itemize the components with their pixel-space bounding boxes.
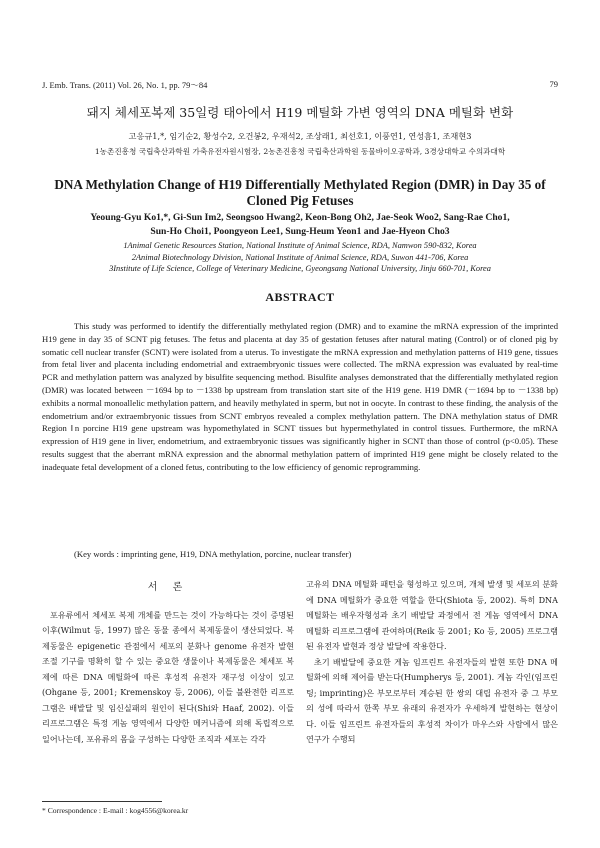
korean-title: 돼지 체세포복제 35일령 태아에서 H19 메틸화 가변 영역의 DNA 메틸화 변화 <box>86 105 514 120</box>
intro-paragraph-1-continued: 고유의 DNA 메틸화 패턴을 형성하고 있으며, 개체 발생 및 세포의 분화에 DNA 메틸화가 중요한 역할을 한다(Shiota 등, 2002). 특히 DNA 메틸화는 배우자형성과 초기 배발달 과정에서 전 게놈 영역에서 DNA 메틸화 리프로그램에 관여하며(Reik 등 2001; Ko 등, 2005) 프로그램된 유전자 발현과 정상 발달에 작용한다. <box>306 579 558 651</box>
journal-citation: J. Emb. Trans. (2011) Vol. 26, No. 1, pp. 79～84 <box>42 80 208 90</box>
english-authors-line1: Yeoung-Gyu Ko1,*, Gi-Sun Im2, Seongsoo Hwang2, Keon-Bong Oh2, Jae-Seok Woo2, Sang-Rae Cho1, <box>90 212 510 223</box>
intro-paragraph-1: 포유류에서 체세포 복제 개체를 만드는 것이 가능하다는 것이 증명된 이후(Wilmut 등, 1997) 많은 동물 종에서 복제동물이 생산되었다. 복제동물은 epigenetic 관점에서 세포의 분화나 genome 유전자 발현 조절 기구를 명확히 할 수 있는 중요한 생물이나 복제동물은 체세포 복제에 따른 DNA 메틸화에 따른 후성적 유전자 재구성 이상이 있고(Ohgane 등, 2001; Kremenskoy 등, 2006), 이들 불완전한 리프로그램은 배발달 및 임신실패의 원인이 된다(Shi와 Haaf, 2002). 이들 리프로그램은 특정 게놈 영역에서 다양한 메커니즘에 의해 독립적으로 일어나는데, 포유류의 몸을 구성하는 다양한 조직과 세포는 각각 <box>42 609 294 744</box>
correspondence-footnote: * Correspondence : E-mail : kog4556@korea.kr <box>42 806 189 815</box>
english-title: DNA Methylation Change of H19 Differentially Methylated Region (DMR) in Day 35 of Cloned Pig Fetuses <box>54 177 546 208</box>
affiliation-3: 3Institute of Life Science, College of Veterinary Medicine, Gyeongsang National University, Jinju 660-701, Korea <box>109 264 491 273</box>
abstract-text: This study was performed to identify the differentially methylated region (DMR) and to examine the mRNA expression of the imprinted H19 gene in day 35 of SCNT pig fetuses. The fetus and placenta at day 35 of gestation fetuses after natural mating (Control) or of cloned pig by somatic cell nuclear transfer (SCNT) were isolated from a uterus. To investigate the mRNA expression and methylation patterns of H19 gene, tissues from fetal liver and placenta including endometrial and extraembryonic tissues were collected. The mRNA expression was evaluated by real-time PCR and methylation pattern was analyzed by bisulfite sequencing method. Bisulfite analyses demonstrated that the differentially methylated region (DMR) was located between －1694 bp to －1338 bp upstream from translation start site of the H19 gene. H19 DMR (－1694 bp to －1338 bp) exhibits a normal monoallelic methylation pattern, and heavily methylated in sperm, but not in oocyte. In contrast to these finding, the analysis of the endometrium and/or extraembryonic tissues from SCNT embryos revealed a complex methylation pattern. The DNA methylation status of DMR Region Ⅰn porcine H19 gene upstream was hypomethylated in SCNT tissues but hypermethylated in control tissues. Furthermore, the mRNA expression of H19 gene in liver, endometrium, and extraembryonic tissues was significantly higher in SCNT than those of control (p<0.05). These results suggest that the aberrant mRNA expression and the abnormal methylation pattern of imprinted H19 gene might be closely related to the inadequate fetal development of a cloned fetus, contributing to the low efficiency of genomic reprogramming. <box>42 321 558 472</box>
intro-paragraph-2: 초기 배발달에 중요한 게놈 임프린트 유전자들의 발현 또한 DNA 메틸화에 의해 제어를 받는다(Humpherys 등, 2001). 게놈 각인(임프린팅; imprinting)은 부모로부터 계승된 한 쌍의 대립 유전자 중 그 부모의 성에 따라서 한쪽 부모 유래의 유전자가 우세하게 발현하는 현상이다. 이들 임프린트 유전자들의 후성적 차이가 마우스와 사람에서 많은 연구가 수행되 <box>306 656 558 744</box>
page-number: 79 <box>549 79 558 89</box>
abstract-heading: ABSTRACT <box>265 290 335 304</box>
affiliations <box>20 240 580 275</box>
korean-affiliation: 1농촌진흥청 국립축산과학원 가축유전자원시험장, 2농촌진흥청 국립축산과학원 동물바이오공학과, 3경상대학교 수의과대학 <box>94 147 506 156</box>
english-authors-line2: Sun-Ho Choi1, Poongyeon Lee1, Sung-Heum Yeon1 and Jae-Hyeon Cho3 <box>150 225 450 237</box>
right-column <box>306 577 558 748</box>
affiliation-2: 2Animal Biotechnology Division, National Institute of Animal Science, RDA, Suwon 441-706, Korea <box>131 252 469 262</box>
left-column <box>42 580 294 747</box>
affiliation-1: 1Animal Genetic Resources Station, National Institute of Animal Science, RDA, Namwon 590-832, Korea <box>123 241 477 250</box>
footnote-divider <box>42 801 162 802</box>
section-heading-introduction: 서 론 <box>147 582 189 593</box>
korean-authors: 고응규1,*, 임기순2, 황성수2, 오건봉2, 우재석2, 조상래1, 최선호1, 이풍연1, 연성흠1, 조재현3 <box>128 131 472 141</box>
english-authors <box>40 211 560 238</box>
keywords: (Key words : imprinting gene, H19, DNA methylation, porcine, nuclear transfer) <box>74 549 352 559</box>
